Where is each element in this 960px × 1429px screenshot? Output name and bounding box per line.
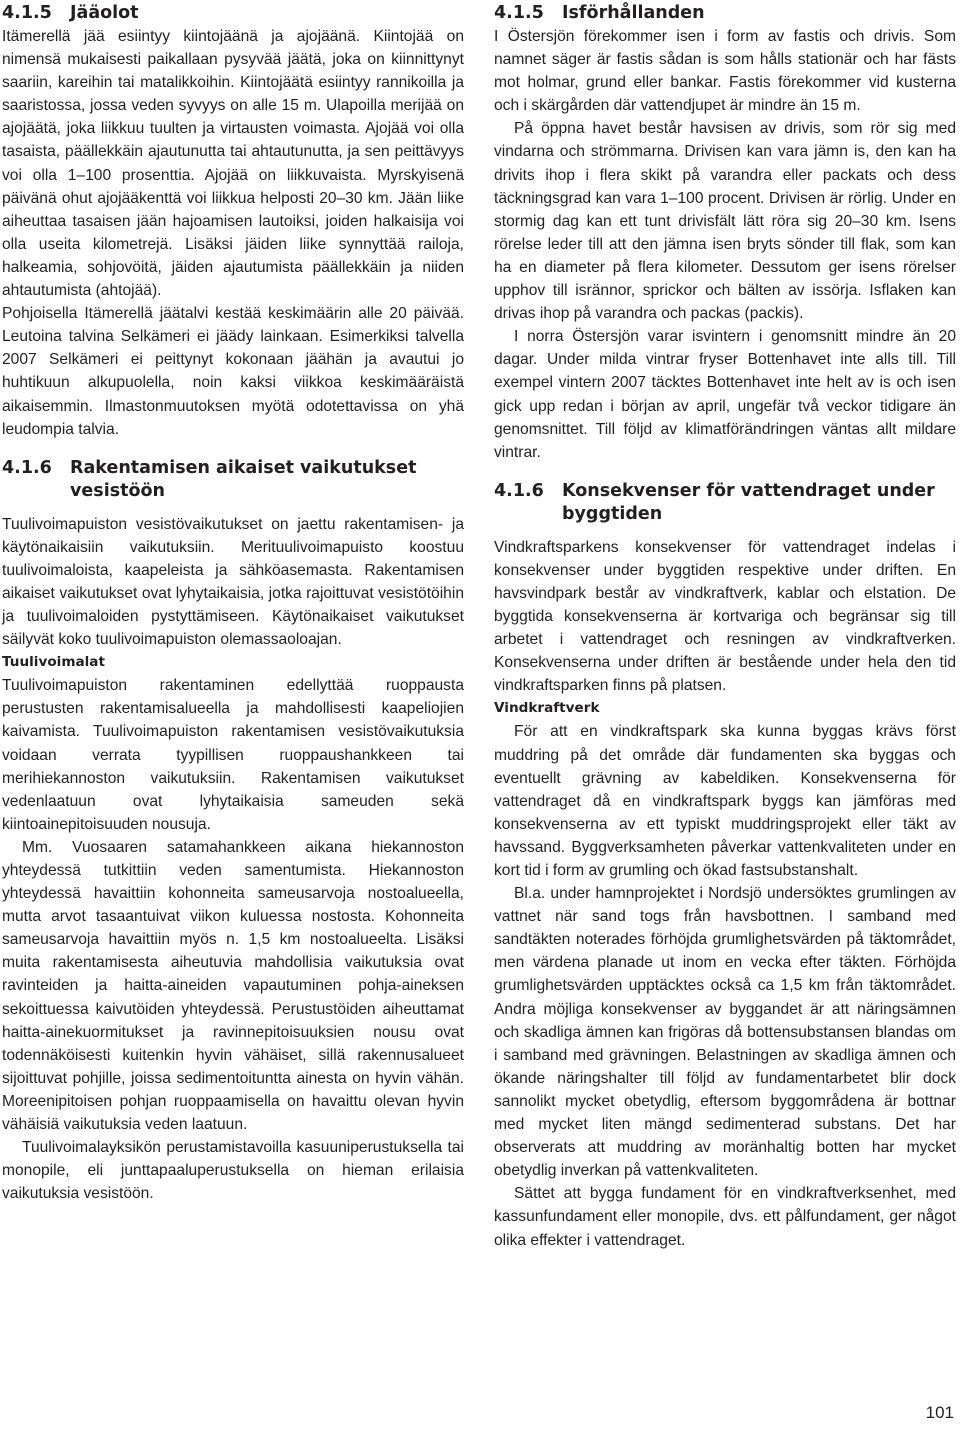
section-title: Jääolot — [70, 3, 139, 23]
paragraph: Mm. Vuosaaren satamahankkeen aikana hiekannoston yhteydessä tutkittiin veden samentumista. Hiekannoston yhteydessä havaittiin kohonneita sameusarvoja nostoalueella, mutta arvot tasaantuivat viikon kuluessa nostosta. Kohonneita sameusarvoja havaittiin myös n. 1,5 km nostoalueelta. Lisäksi muita rakentamisesta aiheutuvia mahdollisia vaikutuksia ovat ravinteiden ja haitta-aineiden vapautuminen pohja-aineksen sekoittuessa kaivutöiden yhteydessä. Perustustöiden aiheuttamat haitta-ainekuormitukset ja ravinnepitoisuuksien nousu ovat todennäköisesti kuitenkin hyvin vähäiset, sillä rakennusalueet sijoittuvat pohjille, joissa sedimentoituntta ainesta on hyvin vähän. Moreenipitoisen pohjan ruoppaamisella on havaittu olevan hyvin vähäisiä vaikutuksia veden laatuun. — [2, 838, 464, 1134]
paragraph: Tuulivoimalayksikön perustamistavoilla kasuuniperustuksella tai monopile, eli junttapaaluperustuksella on hieman erilaisia vaikutuksia vesistöön. — [2, 1139, 464, 1203]
paragraph: I Östersjön förekommer isen i form av fastis och drivis. Som namnet säger är fastis sådan is som hålls stationär och har fästs mot holmar, grund eller bankar. Fastis förekommer vid kusterna och i skärgården där vattendjupet är mindre än 15 m. — [494, 28, 956, 115]
section-title: Konsekvenser för vattendraget under byggtiden — [562, 480, 935, 524]
subheading-tuulivoimalat: Tuulivoimalat — [2, 654, 105, 671]
paragraph: Pohjoisella Itämerellä jäätalvi kestää keskimäärin alle 20 päivää. Leutoina talvina Selkämeri ei jäädy lainkaan. Esimerkiksi talvella 2007 Selkämeri ei peittynyt kokonaan jäähän ja avautui jo huhtikuun alkupuolella, noin kaksi viikkoa keskimääräistä aikaisemmin. Ilmastonmuutoksen myötä odotettavissa on yhä leudompia talvia. — [2, 305, 464, 438]
paragraph: Vindkraftsparkens konsekvenser för vattendraget indelas i konsekvenser under byggtiden respektive under driften. En havsvindpark består av vindkraftverk, kablar och elstation. De byggtida konsekvenserna är kortvariga och begränsar sig till arbetet i vattendraget och resningen av vindkraftverken. Konsekvenserna under driften är bestående under hela den tid vindkraftsparken finns på platsen. — [494, 538, 956, 695]
section-heading-isforhallanden — [494, 2, 956, 25]
paragraph: Tuulivoimapuiston vesistövaikutukset on jaettu rakentamisen- ja käytönaikaisiin vaikutuksiin. Merituulivoimapuisto koostuu tuulivoimaloista, kaapeleista ja sähköasemasta. Rakentamisen aikaiset vaikutukset ovat lyhytaikaisia, jotka rajoittuvat vesistötöihin ja tuulivoimaloiden pystyttämiseen. Käytönaikaiset vaikutukset säilyvät koko tuulivoimapuiston olemassaoloajan. — [2, 515, 464, 649]
page-number: 101 — [925, 1403, 954, 1422]
section-heading-konsekvenser — [494, 480, 956, 526]
paragraph: Bl.a. under hamnprojektet i Nordsjö undersöktes grumlingen av vattnet när sand togs från havsbottnen. I samband med sandtäkten noterades förhöjda grumlighetsvärden på täktområdet, men värdena planade ut inom en vecka efter täkten. Förhöjda grumlighetsvärden upptäcktes också ca 1,5 km från täktområdet. Andra möjliga konsekvenser av byggandet är att näringsämnen och skadliga ämnen kan frigöras då bottensubstansen blandas om i samband med grävningen. Belastningen av skadliga ämnen och ökande näringshalter till följd av fundamentarbetet blir dock sannolikt mycket obetydlig, eftersom byggområdena är bottnar med mycket liten mängd sedimenterad substans. Det har observerats att muddring av moränhaltig botten har mycket obetydlig inverkan på vattenkvaliteten. — [494, 885, 956, 1180]
section-heading-jaaolot — [2, 2, 464, 25]
section-number: 4.1.6 — [2, 457, 52, 478]
swedish-column — [494, 2, 956, 1252]
subheading-vindkraftverk: Vindkraftverk — [494, 700, 600, 717]
section-heading-rakentamisen-vaikutukset — [2, 457, 464, 503]
paragraph: Itämerellä jää esiintyy kiintojäänä ja ajojäänä. Kiintojää on nimensä mukaisesti paikallaan pysyvää jäätä, joka on kiinnittynyt saariin, kareihin tai matalikkoihin. Kiintojäätä esiintyy rannikoilla ja saaristossa, jossa veden syvyys on alle 15 m. Ulapoilla merijää on ajojäätä, joka liikkuu tuulten ja virtausten voimasta. Ajojää voi olla tasaista, päällekkäin ajautunutta tai ahtautunutta, ja sen peittävyys voi olla 1–100 prosenttia. Ajojää on liikkuvaista. Myrskyisenä päivänä ohut ajojääkenttä voi liikkua helposti 20–30 km. Jään liike aiheuttaa tasaisen jään hajoamisen lautoiksi, joiden halkaisija voi olla useita kilometrejä. Lisäksi jäiden liike synnyttää railoja, halkeamia, sohjovöitä, jäiden ajautumista päällekkäin ja niiden ahtautumista (ahtojää). — [2, 28, 464, 300]
paragraph: Sättet att bygga fundament för en vindkraftverksenhet, med kassunfundament eller monopile, dvs. ett pålfundament, ger något olika effekter i vattendraget. — [494, 1185, 956, 1249]
paragraph: Tuulivoimapuiston rakentaminen edellyttää ruoppausta perustusten rakentamisalueella ja mahdollisesti kaapeliojien kaivamista. Tuulivoimapuiston rakentamisen vesistövaikutuksia voidaan verrata tyypillisen ruoppaushankkeen tai merihiekannoston vaikutuksiin. Rakentamisen vaikutukset vedenlaatuun ovat lyhytaikaisia sameuden sekä kiintoainepitoisuuden nousuja. — [2, 677, 464, 833]
section-number: 4.1.5 — [494, 3, 544, 23]
section-number: 4.1.6 — [494, 480, 544, 501]
paragraph: I norra Östersjön varar isvintern i genomsnitt mindre än 20 dagar. Under milda vintrar fryser Bottenhavet inte alls till. Till exempel vintern 2007 täcktes Bottenhavet inte helt av is och isen gick upp redan i början av april, ungefär två veckor tidigare än genomsnittet. Till följd av klimatförändringen väntas allt mildare vintrar. — [494, 328, 956, 461]
paragraph: För att en vindkraftspark ska kunna byggas krävs först muddring på det område där fundamenten ska byggas och eventuellt grävning av kabeldiken. Konsekvenserna för vattendraget då en vindkraftspark byggs kan jämföras med konsekvenserna av ett typiskt muddringsprojekt eller täkt av havssand. Byggverksamheten påverkar vattenkvaliteten under en kort tid i form av grumling och ökad fastsubstanshalt. — [494, 723, 956, 879]
section-number: 4.1.5 — [2, 3, 52, 23]
section-title: Rakentamisen aikaiset vaikutukset vesistöön — [70, 457, 417, 501]
section-title: Isförhållanden — [562, 3, 705, 23]
finnish-column — [2, 2, 464, 1205]
paragraph: På öppna havet består havsisen av drivis, som rör sig med vindarna och strömmarna. Drivisen kan vara jämn is, den kan ha drivits ihop i flera skikt på varandra eller packats och dess täckningsgrad kan vara 1–100 procent. Drivisen är rörlig. Under en stormig dag kan ett tunt drivisfält lätt röra sig 20–30 km. Isens rörelse leder till att den jämna isen bryts sönder till flak, som kan ha en diameter på flera kilometer. Dessutom ger isens rörelser upphov till isrännor, sprickor och bälten av issörja. Isflaken kan drivas ihop på varandra och packas (packis). — [494, 120, 956, 323]
